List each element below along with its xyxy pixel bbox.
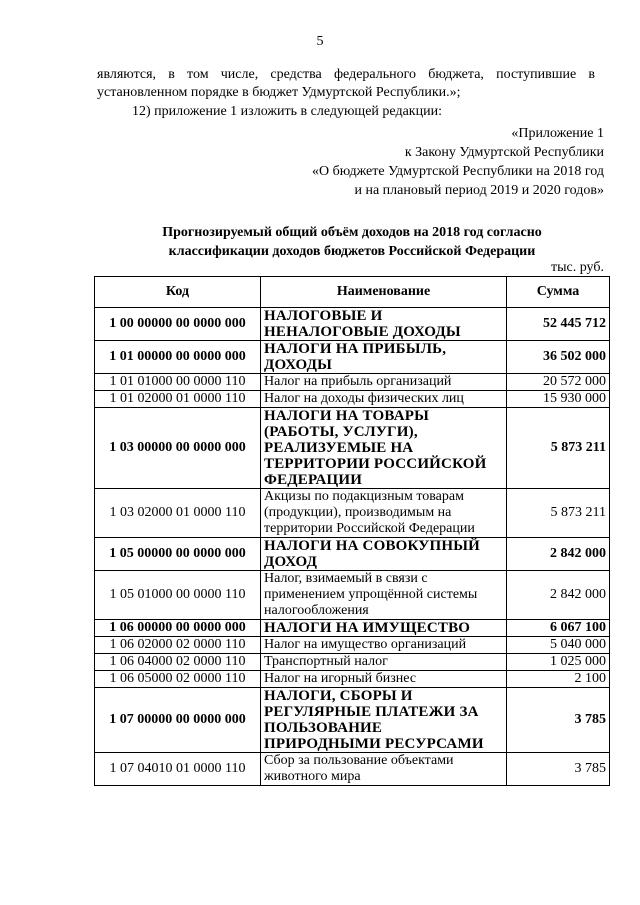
header-amount: Сумма <box>507 277 610 308</box>
row-amount: 15 930 000 <box>507 391 610 408</box>
row-amount: 36 502 000 <box>507 341 610 374</box>
table-title-line-1: Прогнозируемый общий объём доходов на 2018 год согласно <box>162 225 542 240</box>
row-name: Налог, взимаемый в связи с применением упрощённой системы налогообложения <box>261 571 507 620</box>
revenue-table <box>94 276 610 786</box>
row-amount: 5 873 211 <box>507 489 610 538</box>
row-amount: 2 842 000 <box>507 538 610 571</box>
intro-paragraph-1: являются, в том числе, средства федерального бюджета, поступившие в установленном порядке в бюджет Удмуртской Республики.»; <box>97 67 595 100</box>
row-code: 1 07 00000 00 0000 000 <box>95 688 261 753</box>
row-amount: 2 100 <box>507 671 610 688</box>
page-number: 5 <box>316 34 324 49</box>
row-name: Налог на игорный бизнес <box>261 671 507 688</box>
table-row <box>95 753 610 786</box>
row-code: 1 06 04000 02 0000 110 <box>95 654 261 671</box>
row-name: Акцизы по подакцизным товарам (продукции), производимым на территории Российской Федерации <box>261 489 507 538</box>
row-name: НАЛОГОВЫЕ И НЕНАЛОГОВЫЕ ДОХОДЫ <box>261 308 507 341</box>
row-name: Сбор за пользование объектами животного мира <box>261 753 507 786</box>
row-code: 1 01 01000 00 0000 110 <box>95 374 261 391</box>
appendix-line-4: и на плановый период 2019 и 2020 годов» <box>354 183 604 198</box>
table-row <box>95 671 610 688</box>
table-row <box>95 688 610 753</box>
row-amount: 5 040 000 <box>507 637 610 654</box>
row-name: НАЛОГИ НА ПРИБЫЛЬ, ДОХОДЫ <box>261 341 507 374</box>
row-code: 1 00 00000 00 0000 000 <box>95 308 261 341</box>
table-row <box>95 538 610 571</box>
table-row <box>95 408 610 489</box>
table-row <box>95 571 610 620</box>
appendix-line-2: к Закону Удмуртской Республики <box>404 145 604 160</box>
table-header-row <box>95 277 610 308</box>
row-amount: 20 572 000 <box>507 374 610 391</box>
units-label: тыс. руб. <box>551 260 604 275</box>
row-code: 1 03 00000 00 0000 000 <box>95 408 261 489</box>
row-amount: 5 873 211 <box>507 408 610 489</box>
table-row <box>95 654 610 671</box>
table-row <box>95 620 610 637</box>
appendix-header <box>312 124 604 200</box>
row-name: НАЛОГИ НА СОВОКУПНЫЙ ДОХОД <box>261 538 507 571</box>
header-name: Наименование <box>261 277 507 308</box>
row-name: НАЛОГИ, СБОРЫ И РЕГУЛЯРНЫЕ ПЛАТЕЖИ ЗА ПОЛЬЗОВАНИЕ ПРИРОДНЫМИ РЕСУРСАМИ <box>261 688 507 753</box>
header-code: Код <box>95 277 261 308</box>
row-amount: 1 025 000 <box>507 654 610 671</box>
row-code: 1 03 02000 01 0000 110 <box>95 489 261 538</box>
row-code: 1 06 05000 02 0000 110 <box>95 671 261 688</box>
table-title-line-2: классификации доходов бюджетов Российской Федерации <box>168 244 536 259</box>
row-amount: 3 785 <box>507 688 610 753</box>
row-name: Транспортный налог <box>261 654 507 671</box>
row-amount: 52 445 712 <box>507 308 610 341</box>
table-body <box>95 308 610 786</box>
table-row <box>95 637 610 654</box>
row-code: 1 06 00000 00 0000 000 <box>95 620 261 637</box>
table-row <box>95 374 610 391</box>
row-name: Налог на прибыль организаций <box>261 374 507 391</box>
table-row <box>95 341 610 374</box>
row-amount: 6 067 100 <box>507 620 610 637</box>
row-name: Налог на доходы физических лиц <box>261 391 507 408</box>
row-amount: 2 842 000 <box>507 571 610 620</box>
row-name: НАЛОГИ НА ИМУЩЕСТВО <box>261 620 507 637</box>
table-row <box>95 391 610 408</box>
row-code: 1 05 01000 00 0000 110 <box>95 571 261 620</box>
row-name: Налог на имущество организаций <box>261 637 507 654</box>
row-code: 1 05 00000 00 0000 000 <box>95 538 261 571</box>
row-code: 1 01 02000 01 0000 110 <box>95 391 261 408</box>
row-code: 1 06 02000 02 0000 110 <box>95 637 261 654</box>
table-title <box>97 223 607 261</box>
row-amount: 3 785 <box>507 753 610 786</box>
appendix-line-1: «Приложение 1 <box>511 126 604 141</box>
appendix-line-3: «О бюджете Удмуртской Республики на 2018 год <box>311 164 604 179</box>
table-row <box>95 489 610 538</box>
intro-paragraph-2: 12) приложение 1 изложить в следующей редакции: <box>132 104 442 119</box>
row-code: 1 01 00000 00 0000 000 <box>95 341 261 374</box>
row-code: 1 07 04010 01 0000 110 <box>95 753 261 786</box>
table-row <box>95 308 610 341</box>
row-name: НАЛОГИ НА ТОВАРЫ (РАБОТЫ, УСЛУГИ), РЕАЛИЗУЕМЫЕ НА ТЕРРИТОРИИ РОССИЙСКОЙ ФЕДЕРАЦИИ <box>261 408 507 489</box>
